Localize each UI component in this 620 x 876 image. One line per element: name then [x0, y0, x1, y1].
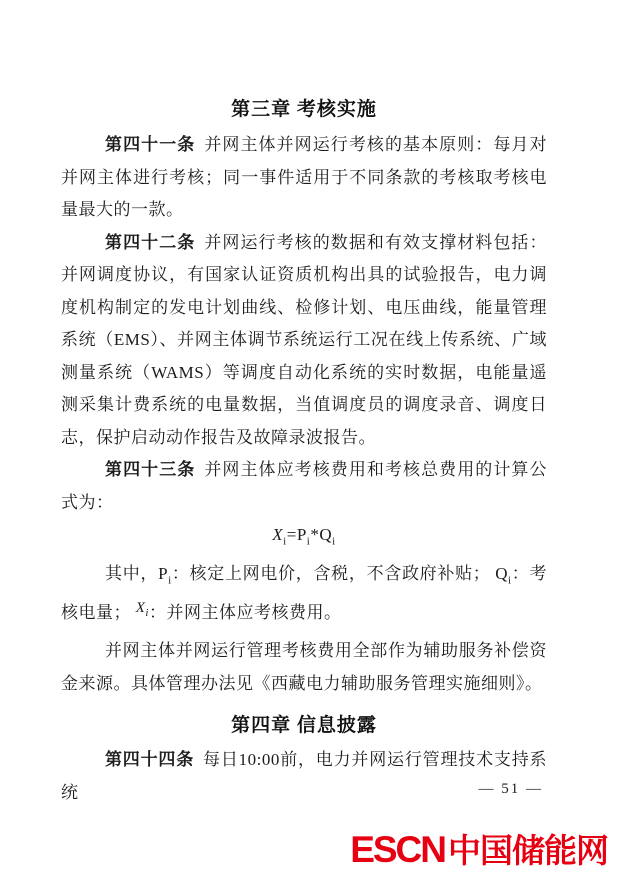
article-42-paragraph — [61, 227, 547, 455]
formula-x-subscript: i — [283, 535, 287, 548]
chapter-4-heading: 第四章 信息披露 — [231, 715, 377, 737]
escn-logo-chinese-text: 中国储能网 — [448, 832, 608, 869]
page-number: — 51 — — [478, 781, 543, 797]
formula-variable-q: Q — [319, 525, 333, 544]
article-44-text: 每日10:00前，电力并网运行管理技术支持系统 — [61, 750, 547, 802]
x-variable-inline — [135, 599, 149, 619]
article-44-paragraph — [61, 744, 547, 809]
p-subscript: i — [168, 574, 172, 587]
formula-variable-x: X — [272, 525, 284, 544]
article-42-label: 第四十二条 — [105, 232, 196, 252]
explanation-text-1: 其中，P — [105, 563, 169, 583]
document-body — [61, 97, 547, 809]
formula-explanation-paragraph — [61, 558, 547, 635]
escn-watermark-logo — [350, 830, 608, 876]
article-43-label: 第四十三条 — [105, 460, 196, 479]
compensation-fund-paragraph: 并网主体并网运行管理考核费用全部作为辅助服务补偿资金来源。具体管理办法见《西藏电力辅助服务管理实施细则》。 — [61, 641, 547, 693]
q-subscript: i — [508, 574, 512, 587]
explanation-text-2: ：核定上网电价，含税，不含政府补贴； Q — [171, 563, 509, 583]
chapter-3-heading: 第三章 考核实施 — [231, 99, 377, 120]
formula-equals-sign: = — [286, 525, 297, 544]
article-44-label: 第四十四条 — [105, 750, 195, 770]
explanation-text-4: ：并网主体应考核费用。 — [148, 602, 342, 622]
formula-p-subscript: i — [306, 535, 311, 548]
article-43-text: 并网主体应考核费用和考核总费用的计算公式为： — [61, 460, 548, 512]
article-41-label: 第四十一条 — [105, 135, 196, 154]
x-variable-letter: X — [135, 599, 146, 616]
explanation-text-3: ：考核电量； — [61, 563, 547, 622]
formula-q-subscript: i — [332, 535, 336, 548]
article-41-paragraph — [61, 129, 547, 227]
assessment-fee-formula — [61, 519, 547, 558]
article-43-paragraph — [61, 454, 547, 519]
formula-variable-p: P — [296, 525, 307, 544]
article-41-text: 并网主体并网运行考核的基本原则：每月对并网主体进行考核；同一事件适用于不同条款的考核取考核电量最大的一款。 — [61, 135, 548, 219]
formula-multiply-sign: * — [310, 525, 320, 544]
x-subscript: i — [145, 606, 149, 619]
article-42-text: 并网运行考核的数据和有效支撑材料包括：并网调度协议，有国家认证资质机构出具的试验报告，电力调度机构制定的发电计划曲线、检修计划、电压曲线，能量管理系统（EMS）、并网主体调节系统运行工况在线上传系统、广域测量系统（WAMS）等调度自动化系统的实时数据，电能量遥测采集计费系统的电量数据，当值调度员的调度录音、调度日志，保护启动动作报告及故障录波报告。 — [61, 232, 548, 447]
escn-logo-latin-text: ESCN — [350, 829, 445, 870]
